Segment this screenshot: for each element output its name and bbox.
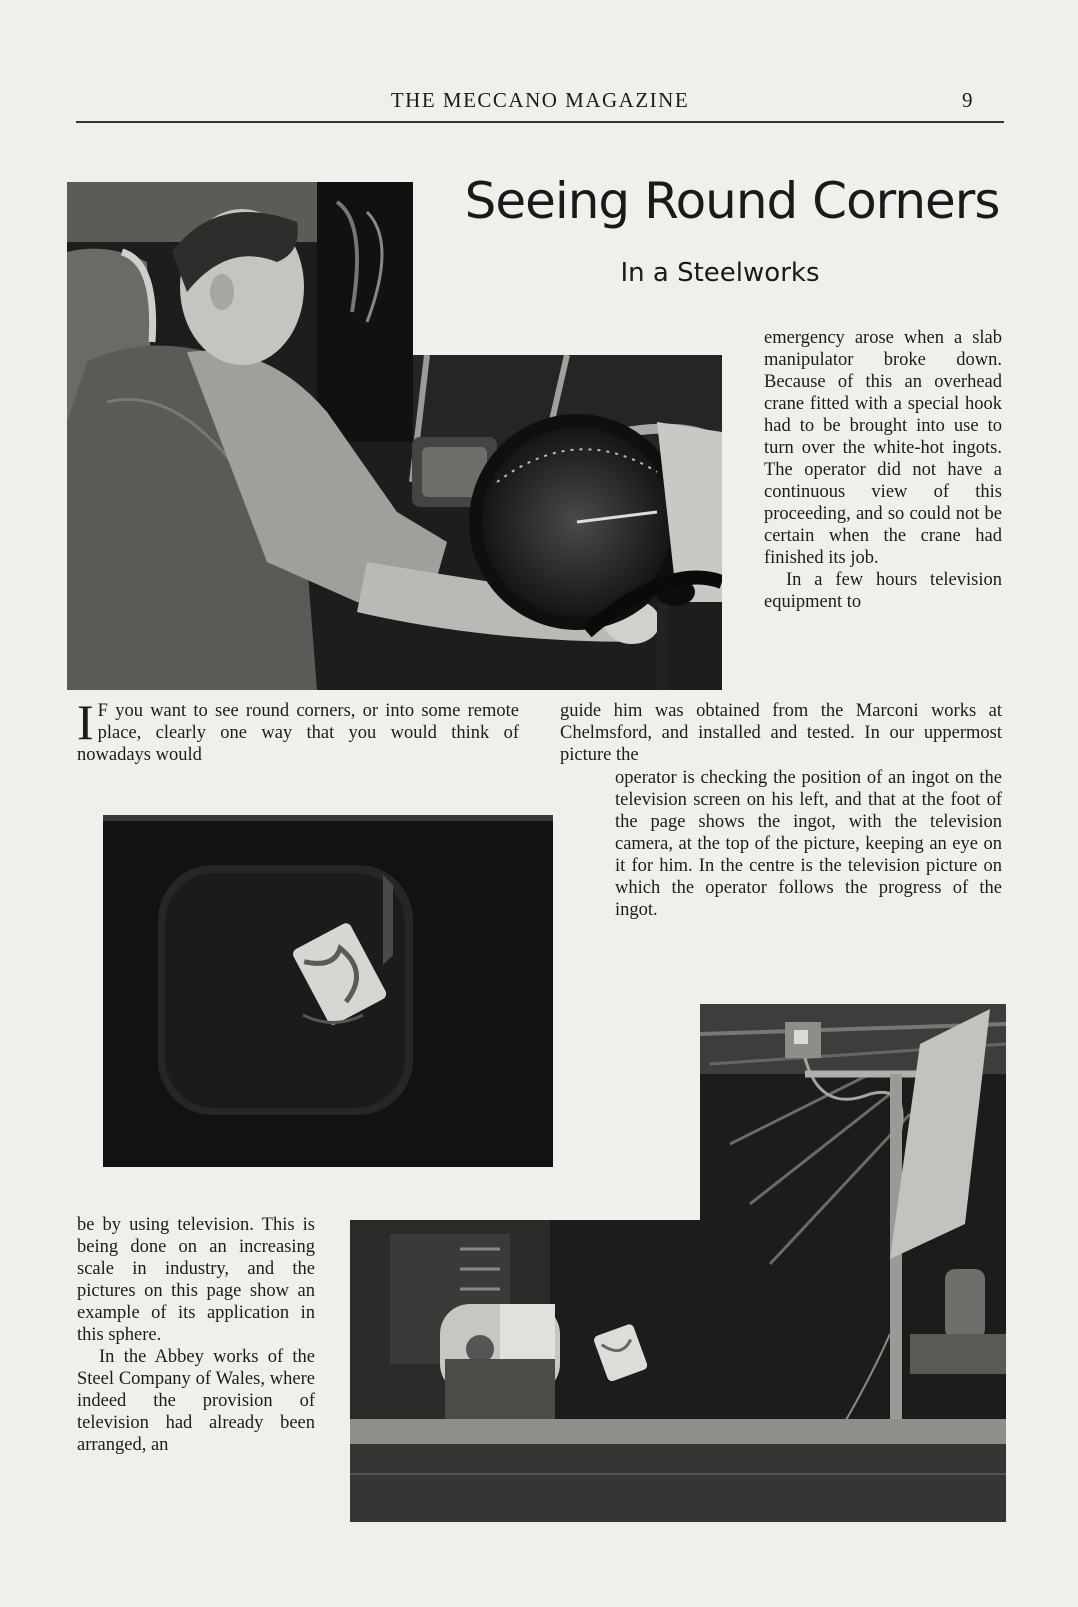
left-column-paragraph-2: In the Abbey works of the Steel Company of Wales, where indeed the provision of television had already been arranged, an <box>77 1347 315 1455</box>
operator-at-controls-photo <box>67 182 722 690</box>
caption-paragraph: operator is checking the position of an ingot on the television screen on his left, and that at the foot of the page shows the ingot, with the television camera, at the top of the picture, keeping an eye on it for him. In the centre is the television picture on which the operator follows the progress of the ingot. <box>615 768 1002 920</box>
left-column-lower <box>77 1214 315 1456</box>
right-column-paragraph-2: In a few hours television equipment to <box>764 570 1002 612</box>
continuation-paragraph: guide him was obtained from the Marconi works at Chelmsford, and installed and tested. In our uppermost picture the <box>560 701 1002 765</box>
article-subtitle: In a Steelworks <box>620 258 820 288</box>
page-number: 9 <box>962 88 973 112</box>
magazine-title: THE MECCANO MAGAZINE <box>390 88 690 112</box>
intro-paragraph <box>77 694 519 766</box>
article-title: Seeing Round Corners <box>464 172 1000 230</box>
right-column-upper <box>764 327 1002 613</box>
steelworks-camera-ingot-photo <box>350 1004 1006 1522</box>
intro-text: F you want to see round corners, or into some remote place, clearly one way that you would think of nowadays would <box>77 701 519 765</box>
continuation-text <box>560 700 1002 766</box>
right-column-paragraph-1: emergency arose when a slab manipulator broke down. Because of this an overhead crane fitted with a special hook had to be brought into use to turn over the white-hot ingots. The operator did not have a continuous view of this proceeding, and so could not be certain when the crane had finished its job. <box>764 328 1002 568</box>
header-rule <box>76 121 1004 123</box>
drop-cap: I <box>77 694 94 750</box>
left-column-paragraph-1: be by using television. This is being done on an increasing scale in industry, and the pictures on this page show an example of its application in this sphere. <box>77 1215 315 1345</box>
right-column-lower <box>615 767 1002 921</box>
